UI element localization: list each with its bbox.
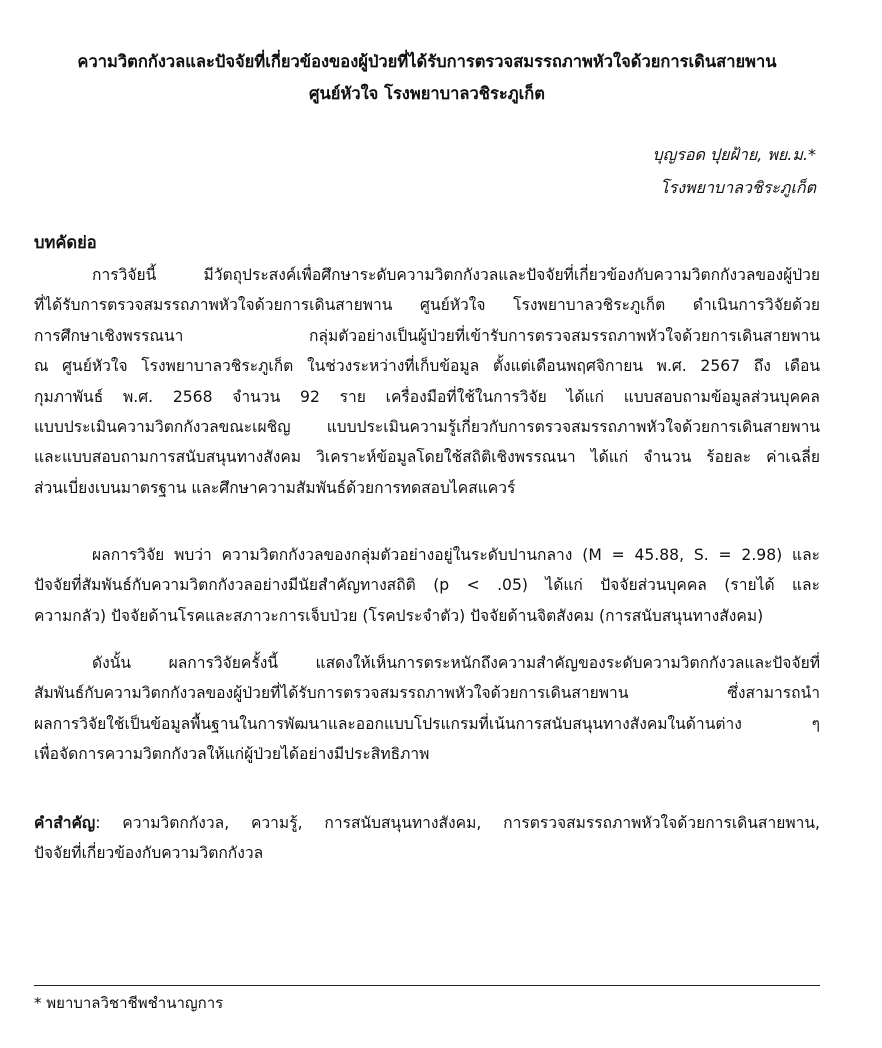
- author-affiliation: โรงพยาบาลวชิระภูเก็ต: [660, 178, 816, 197]
- paragraph-line: การวิจัยนี้ มีวัตถุประสงค์เพื่อศึกษาระดับความวิตกกังวลและปัจจัยที่เกี่ยวข้องกับความวิตกกังวลของผู้ป่วย: [92, 266, 820, 284]
- abstract-paragraph-3: [34, 648, 820, 770]
- title-line-2: ศูนย์หัวใจ โรงพยาบาลวชิระภูเก็ต: [309, 84, 545, 103]
- keywords-section: [34, 808, 820, 869]
- footnote: * พยาบาลวิชาชีพชำนาญการ: [34, 994, 224, 1012]
- paragraph-line: ดังนั้น ผลการวิจัยครั้งนี้ แสดงให้เห็นการตระหนักถึงความสำคัญของระดับความวิตกกังวลและปัจจัยที่: [92, 654, 820, 672]
- paragraph-line: และแบบสอบถามการสนับสนุนทางสังคม วิเคราะห์ข้อมูลโดยใช้สถิติเชิงพรรณนา ได้แก่ จำนวน ร้อยละ ค่าเฉลี่ย: [34, 448, 820, 467]
- abstract-paragraph-1: [34, 260, 820, 503]
- author-block: [652, 138, 816, 204]
- paper-title: [34, 46, 820, 110]
- paragraph-line: ผลการวิจัย พบว่า ความวิตกกังวลของกลุ่มตัวอย่างอยู่ในระดับปานกลาง (M = 45.88, S. = 2.98) และ: [92, 546, 820, 564]
- paragraph-line: กุมภาพันธ์ พ.ศ. 2568 จำนวน 92 ราย เครื่องมือที่ใช้ในการวิจัย ได้แก่ แบบสอบถามข้อมูลส่วนบุคคล: [34, 387, 820, 406]
- paragraph-line: เพื่อจัดการความวิตกกังวลให้แก่ผู้ป่วยได้อย่างมีประสิทธิภาพ: [34, 745, 430, 764]
- paragraph-line: ความกลัว) ปัจจัยด้านโรคและสภาวะการเจ็บป่วย (โรคประจำตัว) ปัจจัยด้านจิตสังคม (การสนับสนุนทางสังคม): [34, 606, 764, 625]
- paragraph-line: ผลการวิจัยใช้เป็นข้อมูลพื้นฐานในการพัฒนาและออกแบบโปรแกรมที่เน้นการสนับสนุนทางสังคมในด้านต่าง ๆ: [34, 714, 820, 733]
- paragraph-line: แบบประเมินความวิตกกังวลขณะเผชิญ แบบประเมินความรู้เกี่ยวกับการตรวจสมรรถภาพหัวใจด้วยการเดินสายพาน: [34, 418, 820, 437]
- keywords-list-2: ปัจจัยที่เกี่ยวข้องกับความวิตกกังวล: [34, 844, 264, 863]
- paragraph-line: ณ ศูนย์หัวใจ โรงพยาบาลวชิระภูเก็ต ในช่วงระหว่างที่เก็บข้อมูล ตั้งแต่เดือนพฤศจิกายน พ.ศ. 2567 ถึง เดือน: [34, 357, 820, 376]
- title-line-1: ความวิตกกังวลและปัจจัยที่เกี่ยวข้องของผู้ป่วยที่ได้รับการตรวจสมรรถภาพหัวใจด้วยการเดินสายพาน: [77, 52, 777, 71]
- author-name: บุญรอด ปุยฝ้าย, พย.ม.*: [652, 145, 816, 164]
- paragraph-line: การศึกษาเชิงพรรณนา กลุ่มตัวอย่างเป็นผู้ป่วยที่เข้ารับการตรวจสมรรถภาพหัวใจด้วยการเดินสายพาน: [34, 326, 820, 345]
- keywords-label: คำสำคัญ: [34, 814, 96, 832]
- abstract-heading: บทคัดย่อ: [34, 233, 97, 252]
- keywords-line-1: [34, 808, 820, 838]
- paragraph-line: ส่วนเบี่ยงเบนมาตรฐาน และศึกษาความสัมพันธ์ด้วยการทดสอบไคสแควร์: [34, 478, 516, 497]
- keywords-list-1: : ความวิตกกังวล, ความรู้, การสนับสนุนทางสังคม, การตรวจสมรรถภาพหัวใจด้วยการเดินสายพาน,: [95, 814, 820, 832]
- paragraph-line: ปัจจัยที่สัมพันธ์กับความวิตกกังวลอย่างมีนัยสำคัญทางสถิติ (p < .05) ได้แก่ ปัจจัยส่วนบุคคล (รายได้ และ: [34, 576, 820, 595]
- footnote-divider: [34, 985, 820, 986]
- paragraph-line: สัมพันธ์กับความวิตกกังวลของผู้ป่วยที่ได้รับการตรวจสมรรถภาพหัวใจด้วยการเดินสายพาน ซึ่งสามารถนำ: [34, 684, 820, 703]
- paragraph-line: ที่ได้รับการตรวจสมรรถภาพหัวใจด้วยการเดินสายพาน ศูนย์หัวใจ โรงพยาบาลวชิระภูเก็ต ดำเนินการวิจัยด้วย: [34, 296, 820, 315]
- abstract-paragraph-2: [34, 540, 820, 631]
